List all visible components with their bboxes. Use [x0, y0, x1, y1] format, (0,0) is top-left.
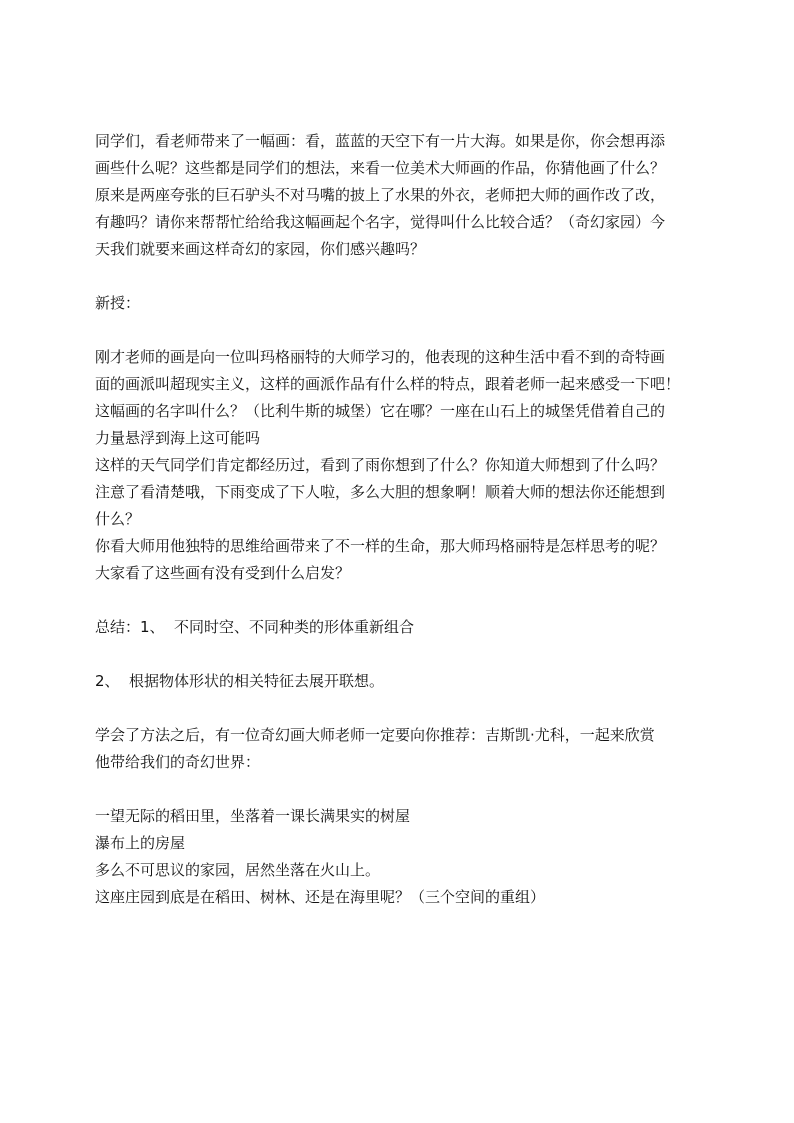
spacer	[95, 587, 703, 614]
works-line: 一望无际的稻田里，坐落着一课长满果实的树屋	[95, 807, 411, 825]
spacer	[95, 263, 703, 290]
works-line: 这座庄园到底是在稻田、树林、还是在海里呢？（三个空间的重组）	[95, 888, 546, 906]
lesson-line: 力量悬浮到海上这可能吗	[95, 429, 261, 447]
summary-text: 根据物体形状的相关特征去展开联想。	[129, 672, 385, 690]
lesson-line: 注意了看清楚哦，下雨变成了下人啦，多么大胆的想象啊！顺着大师的想法你还能想到	[95, 483, 666, 501]
intro-line: 有趣吗？请你来帮帮忙给给我这幅画起个名字，觉得叫什么比较合适？（奇幻家园）今	[95, 213, 666, 231]
spacer	[95, 695, 703, 722]
summary-prefix: 总结：	[95, 618, 141, 636]
works-line: 瀑布上的房屋	[95, 834, 186, 852]
intro-line: 同学们，看老师带来了一幅画：看，蓝蓝的天空下有一片大海。如果是你，你会想再添	[95, 132, 666, 150]
lesson-line: 什么？	[95, 510, 141, 528]
recommend-line: 学会了方法之后，有一位奇幻画大师老师一定要向你推荐：吉斯凯·尤科，一起来欣赏	[95, 726, 655, 744]
lesson-paragraph-2	[95, 452, 703, 533]
spacer	[95, 776, 703, 803]
lesson-line: 这幅画的名字叫什么？（比利牛斯的城堡）它在哪？一座在山石上的城堡凭借着自己的	[95, 402, 666, 420]
summary-item-2	[95, 668, 703, 695]
lesson-paragraph-3	[95, 533, 703, 587]
recommend-line: 他带给我们的奇幻世界：	[95, 753, 261, 771]
document-body	[95, 128, 703, 911]
spacer	[95, 641, 703, 668]
summary-text: 不同时空、不同种类的形体重新组合	[174, 618, 415, 636]
lesson-line: 大家看了这些画有没有受到什么启发？	[95, 564, 351, 582]
lesson-line: 这样的天气同学们肯定都经历过，看到了雨你想到了什么？你知道大师想到了什么吗？	[95, 456, 666, 474]
intro-line: 画些什么呢？这些都是同学们的想法，来看一位美术大师画的作品，你猜他画了什么？	[95, 159, 666, 177]
lesson-line: 刚才老师的画是向一位叫玛格丽特的大师学习的，他表现的这种生活中看不到的奇特画	[95, 348, 666, 366]
recommend-paragraph	[95, 722, 703, 776]
lesson-line: 面的画派叫超现实主义，这样的画派作品有什么样的特点，跟着老师一起来感受一下吧！	[95, 375, 681, 393]
works-paragraph	[95, 803, 703, 911]
summary-item-1	[95, 614, 703, 641]
summary-number: 1、	[140, 618, 165, 636]
summary-line	[95, 668, 703, 695]
summary-number: 2、	[95, 672, 120, 690]
summary-line	[95, 614, 703, 641]
works-line: 多么不可思议的家园，居然坐落在火山上。	[95, 861, 381, 879]
lesson-line: 你看大师用他独特的思维给画带来了不一样的生命，那大师玛格丽特是怎样思考的呢？	[95, 537, 666, 555]
spacer	[95, 317, 703, 344]
section-heading-text: 新授：	[95, 294, 141, 312]
intro-line: 天我们就要来画这样奇幻的家园，你们感兴趣吗？	[95, 240, 426, 258]
section-heading-new	[95, 290, 703, 317]
intro-line: 原来是两座夸张的巨石驴头不对马嘴的披上了水果的外衣，老师把大师的画作改了改，	[95, 186, 666, 204]
intro-paragraph	[95, 128, 703, 263]
lesson-paragraph-1	[95, 344, 703, 452]
